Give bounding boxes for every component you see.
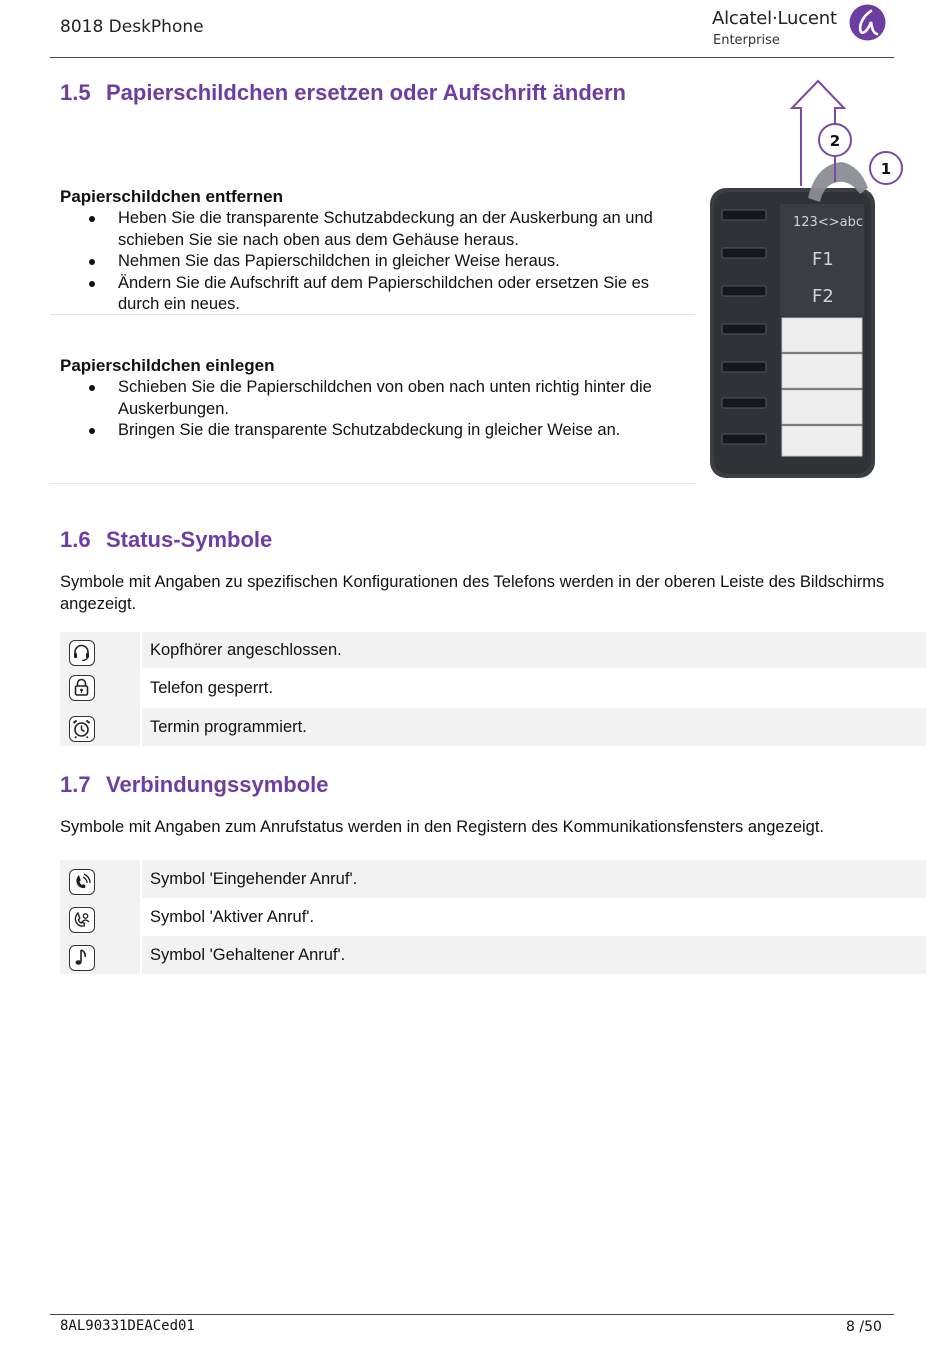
logo-brand-text: Alcatel·Lucent <box>712 8 837 29</box>
divider <box>50 483 695 484</box>
section-number: 1.5 <box>60 80 91 105</box>
symbol-description: Kopfhörer angeschlossen. <box>142 632 926 668</box>
status-symbols-table <box>60 632 926 746</box>
table-row <box>60 708 926 746</box>
table-row <box>60 860 926 898</box>
brand-logo <box>712 4 892 50</box>
key-f2-label: F2 <box>812 286 834 307</box>
list-item: Bringen Sie die transparente Schutzabdeckung in gleicher Weise an. <box>60 420 690 442</box>
alcatel-logo-icon <box>849 4 886 41</box>
list-item: Heben Sie die transparente Schutzabdeckung an der Auskerbung an und schieben Sie sie nach oben aus dem Gehäuse heraus. <box>60 208 690 251</box>
symbol-description: Symbol 'Aktiver Anruf'. <box>150 907 315 926</box>
table-row <box>60 668 926 708</box>
list-item: Ändern Sie die Aufschrift auf dem Papierschildchen oder ersetzen Sie es durch ein neues. <box>60 273 690 316</box>
symbol-description: Termin programmiert. <box>142 708 926 746</box>
held-call-icon <box>69 945 95 971</box>
label-replacement-illustration <box>700 78 910 483</box>
section-title: Status-Symbole <box>106 527 273 552</box>
page-number: 8 /50 <box>846 1319 882 1335</box>
subheading-insert: Papierschildchen einlegen <box>60 356 275 375</box>
table-row <box>60 632 926 668</box>
section-title: Verbindungssymbole <box>106 772 329 797</box>
footer-divider <box>50 1314 894 1315</box>
remove-steps-list <box>60 208 690 316</box>
insert-steps-list <box>60 377 690 442</box>
icon-cell <box>60 860 140 898</box>
divider <box>50 314 695 315</box>
icon-cell <box>60 632 140 668</box>
screen-line-label: 123<>abc <box>793 215 863 230</box>
icon-cell <box>60 668 140 708</box>
lock-icon <box>69 675 95 701</box>
header-divider <box>50 57 894 58</box>
status-symbols-intro: Symbole mit Angaben zu spezifischen Konfigurationen des Telefons werden in der oberen Leiste des Bildschirms angezeigt. <box>60 573 885 613</box>
section-title: Papierschildchen ersetzen oder Aufschrift ändern <box>106 80 626 105</box>
headset-icon <box>69 640 95 666</box>
icon-cell <box>60 898 140 936</box>
step-2-number: 2 <box>829 132 841 150</box>
table-row <box>60 936 926 974</box>
symbol-description: Telefon gesperrt. <box>150 678 273 697</box>
active-call-icon <box>69 907 95 933</box>
symbol-description: Symbol 'Gehaltener Anruf'. <box>142 936 926 974</box>
table-row <box>60 898 926 936</box>
section-heading-1-5 <box>60 80 626 106</box>
symbol-description: Symbol 'Eingehender Anruf'. <box>142 860 926 898</box>
key-f1-label: F1 <box>812 249 834 270</box>
call-symbols-intro: Symbole mit Angaben zum Anrufstatus werden in den Registern des Kommunikationsfensters angezeigt. <box>60 818 825 836</box>
document-id: 8AL90331DEACed01 <box>60 1318 195 1334</box>
alarm-clock-icon <box>69 716 95 742</box>
list-item: Nehmen Sie das Papierschildchen in gleicher Weise heraus. <box>60 251 690 273</box>
logo-sub-text: Enterprise <box>713 33 780 48</box>
section-heading-1-6 <box>60 527 272 553</box>
section-heading-1-7 <box>60 772 329 798</box>
paper-labels <box>782 318 862 456</box>
icon-cell <box>60 936 140 974</box>
call-symbols-table <box>60 860 926 974</box>
step-1-number: 1 <box>880 160 892 178</box>
list-item: Schieben Sie die Papierschildchen von oben nach unten richtig hinter die Auskerbungen. <box>60 377 690 420</box>
document-title: 8018 DeskPhone <box>60 17 204 37</box>
section-number: 1.7 <box>60 772 91 797</box>
subheading-remove: Papierschildchen entfernen <box>60 187 283 206</box>
section-number: 1.6 <box>60 527 91 552</box>
icon-cell <box>60 708 140 746</box>
incoming-call-icon <box>69 869 95 895</box>
